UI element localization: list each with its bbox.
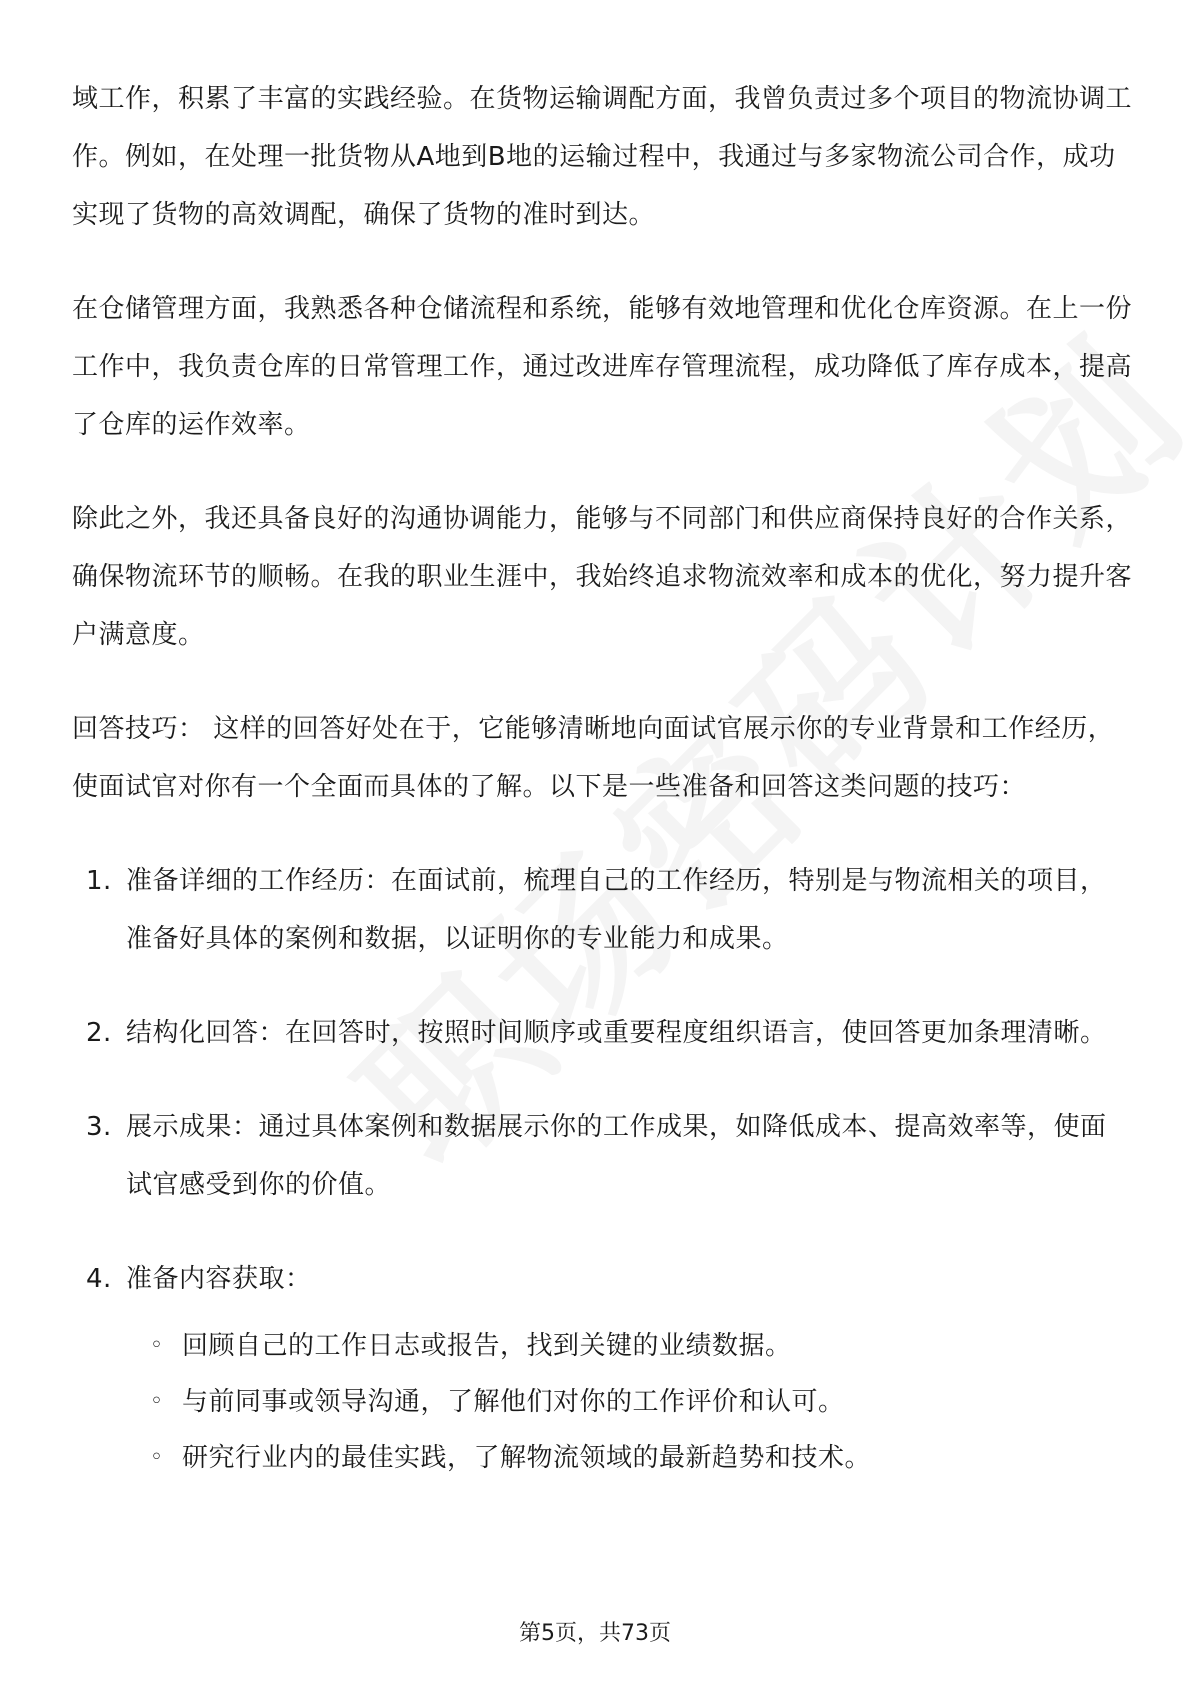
tip-text: 准备详细的工作经历：在面试前，梳理自己的工作经历，特别是与物流相关的项目，准备好具体的案例和数据，以证明你的专业能力和成果。 xyxy=(126,866,1107,954)
paragraph: 域工作，积累了丰富的实践经验。在货物运输调配方面，我曾负责过多个项目的物流协调工作。例如，在处理一批货物从A地到B地的运输过程中，我通过与多家物流公司合作，成功实现了货物的高效调配，确保了货物的准时到达。 xyxy=(72,84,1133,230)
tip-text: 结构化回答：在回答时，按照时间顺序或重要程度组织语言，使回答更加条理清晰。 xyxy=(126,1018,1107,1048)
tip-number: 3. xyxy=(86,1112,112,1142)
circle-bullet-icon: ◦ xyxy=(150,1445,164,1470)
answer-tips-intro: 回答技巧： 这样的回答好处在于，它能够清晰地向面试官展示你的专业背景和工作经历，使面试官对你有一个全面而具体的了解。以下是一些准备和回答这类问题的技巧： xyxy=(72,714,1115,802)
page-content xyxy=(72,70,1132,1522)
tips-list xyxy=(72,852,1132,1486)
sub-item-text: 研究行业内的最佳实践，了解物流领域的最新趋势和技术。 xyxy=(182,1443,872,1473)
sub-list-item xyxy=(126,1430,1132,1486)
tip-number: 1. xyxy=(86,866,112,896)
paragraph: 除此之外，我还具备良好的沟通协调能力，能够与不同部门和供应商保持良好的合作关系，确保物流环节的顺畅。在我的职业生涯中，我始终追求物流效率和成本的优化，努力提升客户满意度。 xyxy=(72,504,1133,650)
tip-number: 2. xyxy=(86,1018,112,1048)
tip-text: 准备内容获取： xyxy=(126,1264,312,1294)
sub-list xyxy=(126,1318,1132,1486)
tip-item xyxy=(72,852,1132,968)
sub-item-text: 与前同事或领导沟通，了解他们对你的工作评价和认可。 xyxy=(182,1387,845,1417)
tip-text: 展示成果：通过具体案例和数据展示你的工作成果，如降低成本、提高效率等，使面试官感受到你的价值。 xyxy=(126,1112,1107,1200)
tip-item xyxy=(72,1250,1132,1486)
circle-bullet-icon: ◦ xyxy=(150,1389,164,1414)
sub-list-item xyxy=(126,1318,1132,1374)
tip-number: 4. xyxy=(86,1264,112,1294)
tip-item xyxy=(72,1098,1132,1214)
sub-list-item xyxy=(126,1374,1132,1430)
circle-bullet-icon: ◦ xyxy=(150,1333,164,1358)
tip-item xyxy=(72,1004,1132,1062)
sub-item-text: 回顾自己的工作日志或报告，找到关键的业绩数据。 xyxy=(182,1331,792,1361)
paragraph: 在仓储管理方面，我熟悉各种仓储流程和系统，能够有效地管理和优化仓库资源。在上一份工作中，我负责仓库的日常管理工作，通过改进库存管理流程，成功降低了库存成本，提高了仓库的运作效率。 xyxy=(72,294,1133,440)
page-number-footer: 第5页，共73页 xyxy=(519,1621,671,1646)
